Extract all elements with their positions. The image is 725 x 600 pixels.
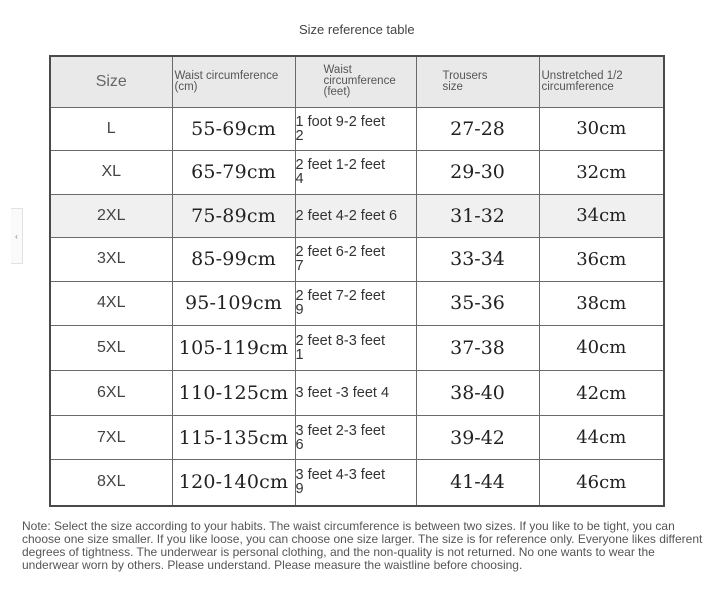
half-circumference-cell: 34cm	[539, 194, 664, 238]
waist-feet-cell	[295, 459, 416, 506]
feet-line-2: 6	[295, 436, 304, 453]
trousers-size-cell: 39-42	[416, 416, 539, 460]
half-circumference-cell: 38cm	[539, 281, 664, 326]
half-circumference-cell: 46cm	[539, 459, 664, 506]
feet-line-1: 3 feet -3 feet 4	[295, 385, 390, 401]
half-circumference-cell: 42cm	[539, 370, 664, 416]
header-size: Size	[50, 56, 172, 107]
feet-line-1: 1 foot 9-2 feet	[295, 113, 385, 130]
size-reference-table	[49, 55, 665, 507]
waist-cm-cell: 110-125cm	[172, 370, 295, 416]
size-cell: 4XL	[50, 281, 172, 326]
feet-line-1: 2 feet 7-2 feet	[295, 288, 385, 305]
waist-feet-cell	[295, 370, 416, 416]
half-circumference-cell: 30cm	[539, 107, 664, 151]
trousers-size-cell: 33-34	[416, 238, 539, 282]
size-cell: L	[50, 107, 172, 151]
feet-line-1: 2 feet 6-2 feet	[295, 244, 385, 261]
waist-feet-cell	[295, 107, 416, 151]
waist-feet-cell	[295, 326, 416, 371]
half-circumference-cell: 32cm	[539, 151, 664, 195]
table-row	[50, 238, 664, 282]
feet-line-2: 9	[295, 302, 304, 319]
waist-feet-cell	[295, 194, 416, 238]
waist-cm-cell: 115-135cm	[172, 416, 295, 460]
trousers-size-cell: 38-40	[416, 370, 539, 416]
feet-line-1: 2 feet 4-2 feet 6	[295, 207, 398, 224]
trousers-size-cell: 31-32	[416, 194, 539, 238]
waist-feet-cell	[295, 416, 416, 460]
feet-line-1: 2 feet 8-3 feet	[295, 332, 385, 349]
feet-line-2: 4	[295, 171, 304, 188]
feet-line-1: 2 feet 1-2 feet	[295, 157, 385, 174]
trousers-size-cell: 29-30	[416, 151, 539, 195]
table-caption: Size reference table	[299, 22, 415, 37]
size-cell: 7XL	[50, 416, 172, 460]
size-cell: 3XL	[50, 238, 172, 282]
waist-cm-cell: 120-140cm	[172, 459, 295, 506]
size-cell: XL	[50, 151, 172, 195]
size-cell: 6XL	[50, 370, 172, 416]
size-note: Note: Select the size according to your habits. The waist circumference is between two sizes. If you like to be tight, you can choose one size smaller. If you like loose, you can choose one size larger. The size is for reference only. Everyone likes different degrees of tightness. The underwear is personal clothing, and the non-quality is not returned. No one wants to wear the underwear worn by others. Please understand. Please measure the waistline before choosing.	[22, 519, 703, 572]
feet-line-2: 9	[295, 481, 304, 498]
waist-feet-cell	[295, 281, 416, 326]
feet-line-1: 3 feet 4-3 feet	[295, 467, 385, 484]
header-waist-feet: Waist circumference (feet)	[295, 56, 416, 107]
waist-cm-cell: 75-89cm	[172, 194, 295, 238]
header-waist-cm: Waist circumference (cm)	[172, 56, 295, 107]
trousers-size-cell: 37-38	[416, 326, 539, 371]
size-cell: 8XL	[50, 459, 172, 506]
trousers-size-cell: 27-28	[416, 107, 539, 151]
feet-line-2: 2	[295, 127, 304, 144]
header-trousers-size: Trousers size	[416, 56, 539, 107]
half-circumference-cell: 40cm	[539, 326, 664, 371]
table-row	[50, 370, 664, 416]
feet-line-2: 1	[295, 346, 304, 363]
waist-cm-cell: 65-79cm	[172, 151, 295, 195]
trousers-size-cell: 41-44	[416, 459, 539, 506]
table-row	[50, 416, 664, 460]
table-row	[50, 459, 664, 506]
waist-feet-cell	[295, 151, 416, 195]
table-row	[50, 326, 664, 371]
header-unstretched: Unstretched 1/2 circumference	[539, 56, 664, 107]
side-collapse-handle[interactable]	[11, 208, 23, 264]
trousers-size-cell: 35-36	[416, 281, 539, 326]
chevron-left-icon: ‹	[15, 231, 18, 241]
table-row	[50, 281, 664, 326]
feet-line-1: 3 feet 2-3 feet	[295, 422, 385, 439]
waist-feet-cell	[295, 238, 416, 282]
waist-cm-cell: 105-119cm	[172, 326, 295, 371]
waist-cm-cell: 95-109cm	[172, 281, 295, 326]
half-circumference-cell: 36cm	[539, 238, 664, 282]
table-header-row	[50, 56, 664, 107]
table-row	[50, 151, 664, 195]
waist-cm-cell: 85-99cm	[172, 238, 295, 282]
size-cell: 5XL	[50, 326, 172, 371]
table-row	[50, 194, 664, 238]
size-cell: 2XL	[50, 194, 172, 238]
half-circumference-cell: 44cm	[539, 416, 664, 460]
feet-line-2: 7	[295, 258, 304, 275]
waist-cm-cell: 55-69cm	[172, 107, 295, 151]
table-row	[50, 107, 664, 151]
